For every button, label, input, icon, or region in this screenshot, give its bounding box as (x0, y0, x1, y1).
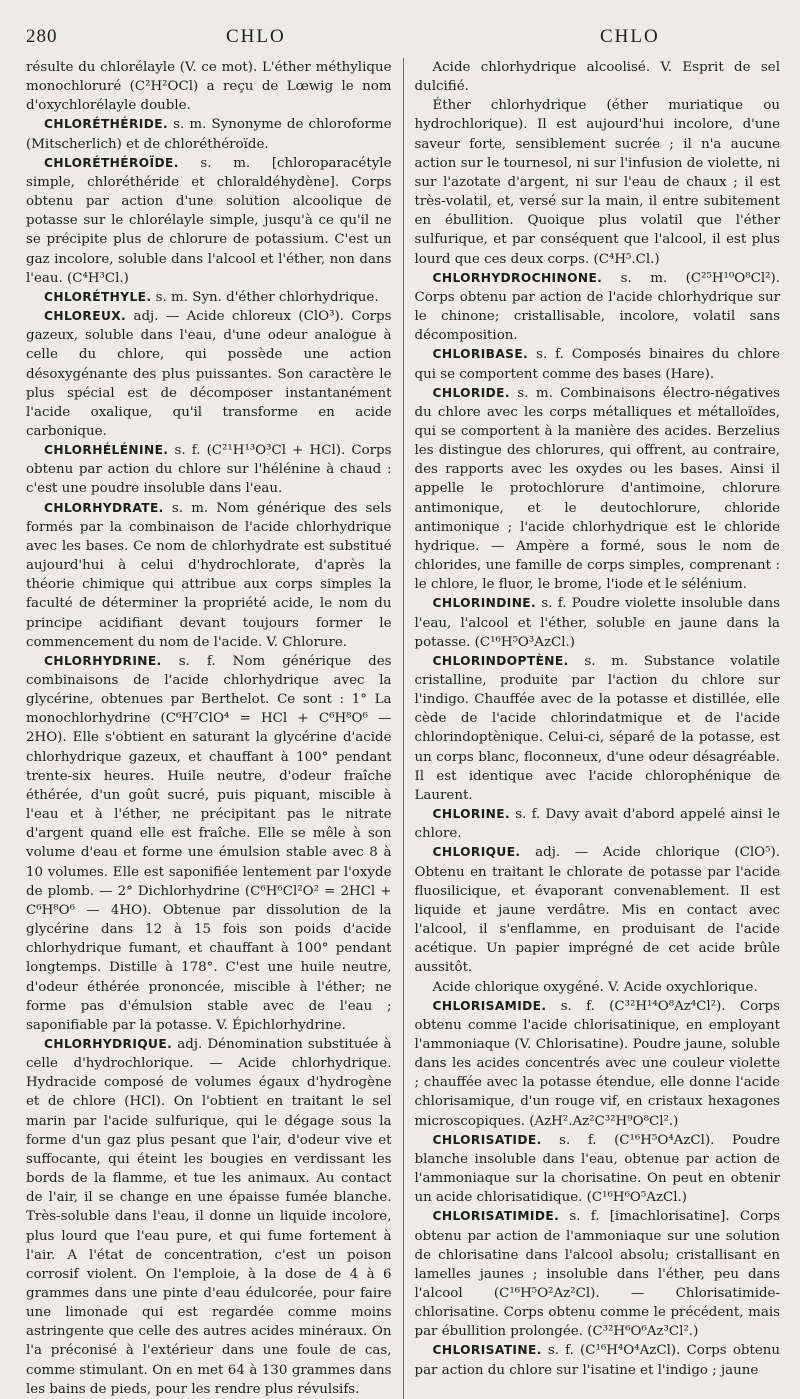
entry-headword: CHLORHYDRATE. (44, 500, 164, 515)
dictionary-entry (415, 1341, 781, 1379)
entry-text: s. f. Davy avait d'abord appelé ainsi le chlore. (414, 807, 780, 842)
entry-text: s. m. (C²⁵H¹⁰O⁸Cl²). Corps obtenu par action de l'acide chlorhydrique sur le chinone; cristallisable, incolore, volatil sans décomposition. (414, 270, 780, 344)
entry-text: résulte du chlorélayle (V. ce mot). L'éther méthylique monochloruré (C²H²OCl) a reçu de Lœwig le nom d'oxychlorélayle double. (26, 60, 392, 114)
entry-headword: CHLORIQUE. (432, 845, 521, 860)
entry-headword: CHLORIBASE. (432, 347, 529, 362)
entry-text: s. f. (C¹⁶H⁴O⁴AzCl). Corps obtenu par action du chlore sur l'isatine et l'indigo ; jaune (414, 1343, 781, 1378)
entry-headword: CHLORIDE. (432, 385, 510, 400)
dictionary-entry (26, 154, 392, 288)
entry-text: Acide chlorhydrique alcoolisé. V. Esprit de sel dulcifié. (414, 60, 780, 95)
entry-headword: CHLORHYDRIQUE. (44, 1036, 173, 1051)
left-running-title: CHLO (226, 26, 286, 47)
entry-headword: CHLORISAMIDE. (432, 998, 547, 1013)
dictionary-entry (26, 441, 392, 498)
entry-headword: CHLORÉTHÉRIDE. (44, 117, 168, 132)
dictionary-entry (415, 58, 781, 96)
entry-text: Acide chlorique oxygéné. V. Acide oxychlorique. (432, 979, 758, 995)
entry-headword: CHLOREUX. (44, 309, 127, 324)
dictionary-entry (415, 384, 781, 595)
dictionary-entry (415, 843, 781, 977)
dictionary-entry (26, 1035, 392, 1399)
entry-headword: CHLORHÉLÉNINE. (44, 443, 169, 458)
entry-text: s. f. (C²¹H¹³O³Cl + HCl). Corps obtenu par action du chlore sur l'hélénine à chaud : c'est une poudre insoluble dans l'eau. (26, 443, 392, 497)
dictionary-entry (26, 288, 392, 307)
entry-text: adj. — Acide chloreux (ClO³). Corps gazeux, soluble dans l'eau, d'une odeur analogue à celle du chlore, qui possède une action désoxygénante des plus puissantes. Son caractère le plus spécial est de décomposer instantanément l'acide oxalique, qu'il transforme en acide carbonique. (26, 309, 392, 439)
dictionary-entry (26, 307, 392, 441)
dictionary-entry (415, 345, 781, 383)
page-number: 280 (26, 26, 58, 47)
dictionary-entry (415, 805, 781, 843)
text-columns (26, 58, 780, 1399)
dictionary-entry (415, 269, 781, 346)
entry-text: s. f. Composés binaires du chlore qui se comportent comme des bases (Hare). (414, 347, 780, 382)
entry-headword: CHLORINE. (432, 807, 511, 822)
entry-text: Éther chlorhydrique (éther muriatique ou hydrochlorique). Il est aujourd'hui incolore, d'une saveur forte, sensiblement sucrée ; il n'a aucune action sur le tournesol, ni sur l'infusion de violette, ni sur l'azotate d'argent, ni sur l'eau de chaux ; il est très-volatil, et, versé sur la main, il entre subitement en ébullition. Quoique plus volatil que l'éther sulfurique, et par conséquent que l'alcool, il est plus lourd que ces deux corps. (C⁴H⁵.Cl.) (414, 98, 780, 267)
dictionary-entry (26, 499, 392, 652)
entry-headword: CHLORÉTHYLE. (44, 289, 152, 304)
entry-text: s. m. Substance volatile cristalline, produite par l'action du chlore sur l'indigo. Chauffée avec de la potasse et distillée, elle cède de l'acide chlorindatmique et de l'acide chlorindoptènique. Celui-ci, séparé de la potasse, est un corps blanc, floconneux, d'une odeur désagréable. Il est identique avec l'acide chlorophénique de Laurent. (414, 653, 780, 803)
right-column (403, 58, 781, 1399)
dictionary-entry (415, 96, 781, 268)
entry-text: s. m. Syn. d'éther chlorhydrique. (155, 289, 379, 305)
entry-text: s. m. [chloroparacétyle simple, chloréthéride et chloraldéhydène]. Corps obtenu par action d'une solution alcoolique de potasse sur le chlorélayle simple, jusqu'à ce qu'il ne se précipite plus de chlorure de potassium. C'est un gaz incolore, soluble dans l'alcool et l'éther, non dans l'eau. (C⁴H³Cl.) (26, 155, 392, 286)
entry-headword: CHLORINDOPTÈNE. (432, 653, 569, 668)
entry-headword: CHLORHYDRINE. (44, 653, 162, 668)
entry-text: s. m. Combinaisons électro-négatives du chlore avec les corps métalliques et métalloïdes, qui se comportent à la manière des acides. Berzelius les distingue des chlorures, qui offrent, au contraire, des rapports avec les oxydes ou les bases. Ainsi il appelle le protochlorure d'antimoine, chlorure antimonique, et le deutochlorure, chloride antimonique ; l'acide chlorhydrique est le chloride hydrique. — Ampère a formé, sous le nom de chlorides, une famille de corps simples, comprenant : le chlore, le fluor, le brome, l'iode et le sélénium. (414, 385, 780, 593)
running-head (26, 26, 780, 52)
left-column (26, 58, 403, 1399)
dictionary-entry (26, 58, 392, 115)
entry-text: s. m. Nom générique des sels formés par la combinaison de l'acide chlorhydrique avec les bases. Ce nom de chlorhydrate est substitué aujourd'hui à celui d'hydrochlorate, d'après la théorie chimique qui attribue aux corps simples la faculté de déterminer la propriété acide, le nom du principe acidifiant devant toujours former le commencement du nom de l'acide. V. Chlorure. (26, 500, 392, 650)
right-running-title: CHLO (600, 26, 660, 47)
dictionary-entry (26, 652, 392, 1035)
dictionary-entry (26, 115, 392, 153)
entry-headword: CHLORINDINE. (432, 596, 537, 611)
entry-headword: CHLORHYDROCHINONE. (432, 270, 603, 285)
entry-text: s. f. Poudre violette insoluble dans l'eau, l'alcool et l'éther, soluble en jaune dans la potasse. (C¹⁶H⁵O³AzCl.) (414, 596, 780, 650)
dictionary-entry (415, 652, 781, 805)
entry-text: s. f. [imachlorisatine]. Corps obtenu par action de l'ammoniaque sur une solution de chlorisatine dans l'alcool absolu; cristallisant en lamelles jaunes ; insoluble dans l'éther, peu dans l'alcool (C¹⁶H⁵O²Az²Cl). — Chlorisatimide-chlorisatine. Corps obtenu comme le précédent, mais par ébullition prolongée. (C³²H⁶O⁶Az³Cl².) (414, 1209, 780, 1340)
entry-text: adj. — Acide chlorique (ClO⁵). Obtenu en traitant le chlorate de potasse par l'acide fluosilicique, et évaporant convenablement. Il est liquide et jaune verdâtre. Mis en contact avec l'alcool, il s'enflamme, en produisant de l'acide acétique. Un papier imprégné de cet acide brûle aussitôt. (414, 845, 780, 976)
entry-text: s. f. (C¹⁶H⁵O⁴AzCl). Poudre blanche insoluble dans l'eau, obtenue par action de l'ammoniaque sur la chorisatine. On peut en obtenir un acide chlorisatidique. (C¹⁶H⁶O⁵AzCl.) (414, 1132, 780, 1206)
entry-text: adj. Dénomination substituée à celle d'hydrochlorique. — Acide chlorhydrique. Hydracide composé de volumes égaux d'hydrogène et de chlore (HCl). On l'obtient en traitant le sel marin par l'acide sulfurique, qui le dégage sous la forme d'un gaz plus pesant que l'air, d'odeur vive et suffocante, qui éteint les bougies en verdissant les bords de la flamme, et tue les animaux. Au contact de l'air, il se change en une épaisse fumée blanche. Très-soluble dans l'eau, il donne un liquide incolore, plus lourd que l'eau pure, et qui fume fortement à l'air. A l'état de concentration, c'est un poison corrosif violent. On l'emploie, à la dose de 4 à 6 grammes dans une pinte d'eau édulcorée, pour faire une limonade qui est regardée comme moins astringente que celle des autres acides minéraux. On l'a préconisé à l'extérieur dans une foule de cas, comme stimulant. On en met 64 à 130 grammes dans les bains de pieds, pour les rendre plus révulsifs. (26, 1036, 392, 1397)
dictionary-entry (415, 997, 781, 1131)
dictionary-entry (415, 594, 781, 651)
entry-headword: CHLORÉTHÉROÏDE. (44, 155, 179, 170)
entry-headword: CHLORISATINE. (432, 1343, 542, 1358)
dictionary-entry (415, 1131, 781, 1208)
entry-headword: CHLORISATIMIDE. (432, 1209, 560, 1224)
entry-text: s. f. Nom générique des combinaisons de l'acide chlorhydrique avec la glycérine, obtenues par Berthelot. Ce sont : 1° La monochlorhydrine (C⁶H⁷ClO⁴ = HCl + C⁶H⁸O⁶ — 2HO). Elle s'obtient en saturant la glycérine d'acide chlorhydrique gazeux, et chauffant à 100° pendant trente-six heures. Huile neutre, d'odeur fraîche éthérée, d'un goût sucré, puis piquant, miscible à l'eau et à l'éther, ne précipitant pas le nitrate d'argent quand elle est fraîche. Elle se mêle à son volume d'eau et forme une émulsion stable avec 8 à 10 volumes. Elle est saponifiée lentement par l'oxyde de plomb. — 2° Dichlorhydrine (C⁶H⁶Cl²O² = 2HCl + C⁶H⁸O⁶ — 4HO). Obtenue par dissolution de la glycérine dans 12 à 15 fois son poids d'acide chlorhydrique fumant, et chauffant à 100° pendant longtemps. Distille à 178°. C'est une huile neutre, d'odeur éthérée prononcée, miscible à l'éther; ne forme pas d'émulsion stable avec de l'eau ; saponifiable par la potasse. V. Épichlorhydrine. (26, 653, 392, 1033)
entry-headword: CHLORISATIDE. (432, 1132, 542, 1147)
entry-text: s. m. Synonyme de chloroforme (Mitscherlich) et de chloréthéroïde. (26, 117, 392, 152)
entry-text: s. f. (C³²H¹⁴O⁸Az⁴Cl²). Corps obtenu comme l'acide chlorisatinique, en employant l'ammoniaque (V. Chlorisatine). Poudre jaune, soluble dans les acides concentrés avec une couleur violette ; chauffée avec la potasse étendue, elle donne l'acide chlorisamique, d'un rouge vif, en cristaux hexagones microscopiques. (AzH².Az²C³²H⁹O⁸Cl².) (414, 998, 780, 1129)
dictionary-entry (415, 978, 781, 997)
dictionary-entry (415, 1207, 781, 1341)
